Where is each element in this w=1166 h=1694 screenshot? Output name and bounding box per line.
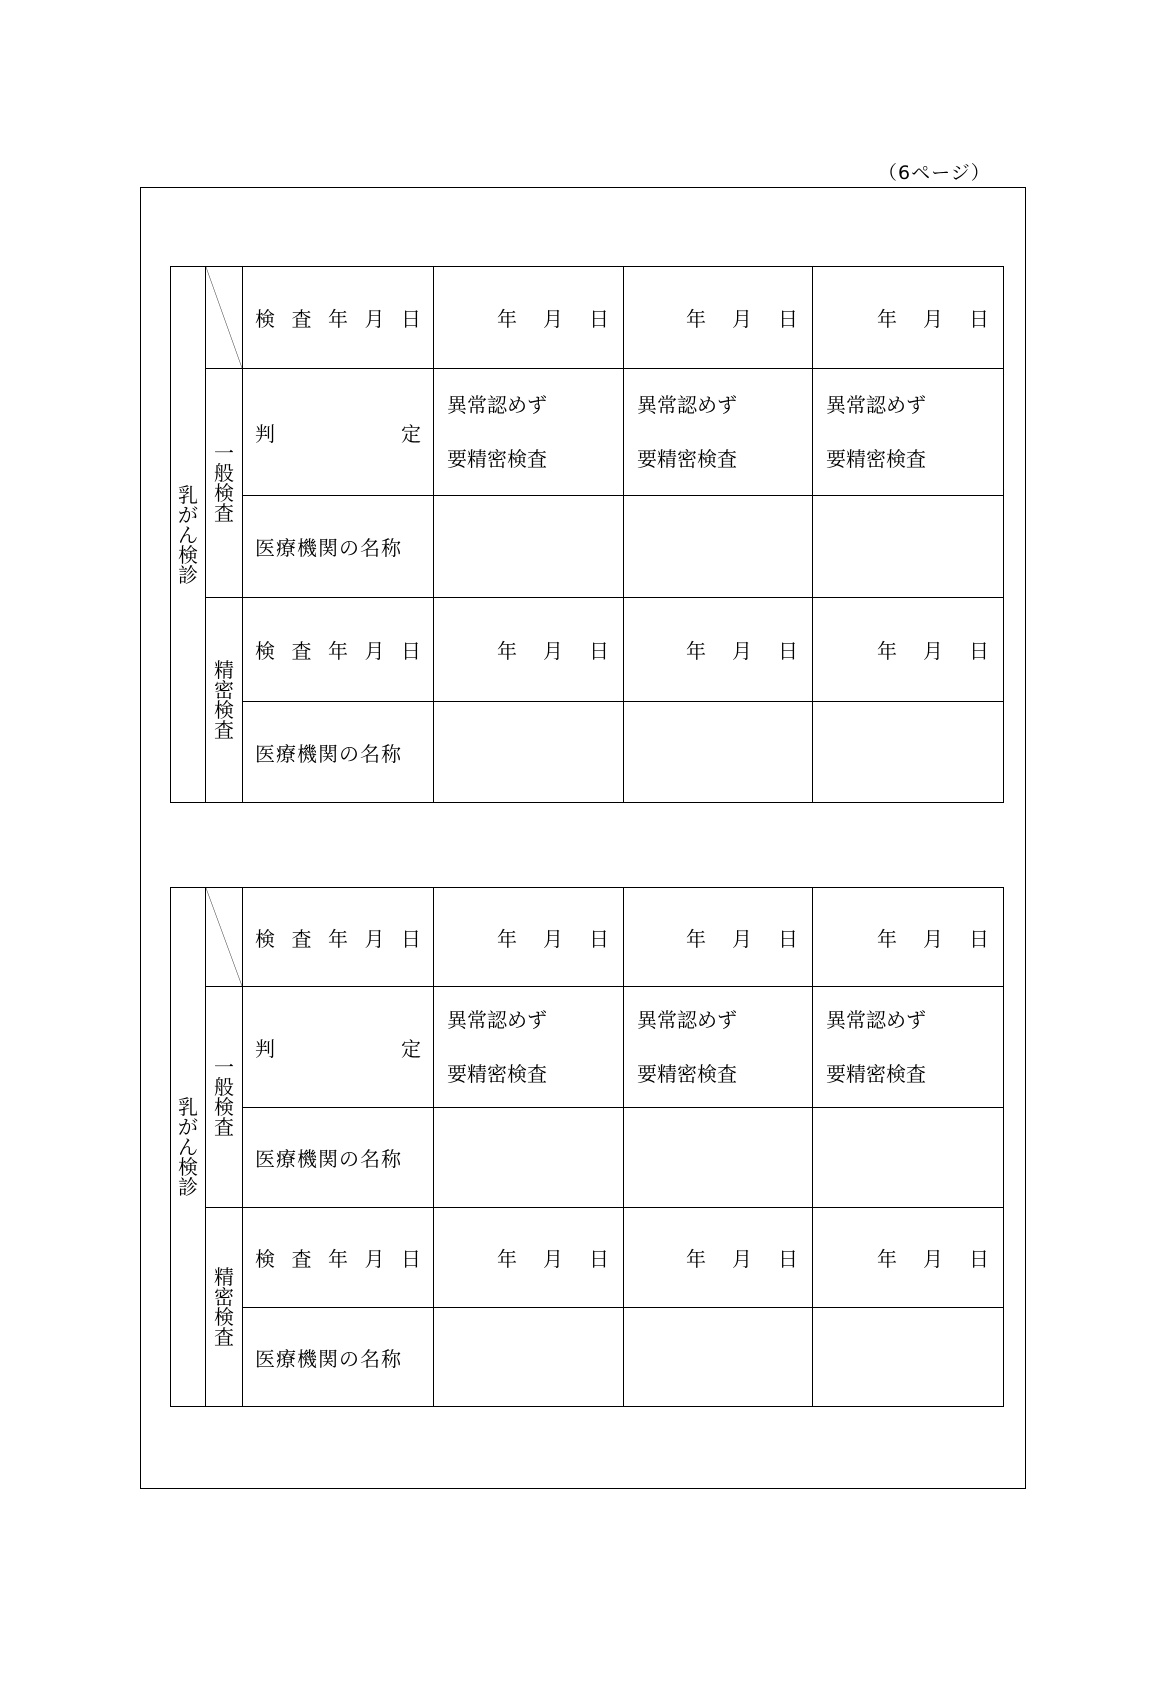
date-unit: 日 <box>969 926 989 951</box>
label-char: 定 <box>401 1036 421 1061</box>
judgement-option[interactable]: 要精密検査 <box>447 1062 547 1086</box>
date-field[interactable] <box>813 888 1004 987</box>
judgement-option[interactable]: 要精密検査 <box>826 447 926 471</box>
date-unit: 日 <box>969 1247 989 1271</box>
judgement-field[interactable] <box>813 369 1004 496</box>
institution-label: 医療機関の名称 <box>255 536 402 560</box>
date-unit: 月 <box>732 926 752 951</box>
vertical-char: 診 <box>178 562 198 587</box>
date-unit: 日 <box>778 307 798 331</box>
judgement-label-cell <box>243 987 434 1108</box>
exam-date-label-cell <box>243 1208 434 1308</box>
date-unit: 月 <box>923 926 943 951</box>
date-unit: 年 <box>877 926 897 951</box>
judgement-option[interactable]: 要精密検査 <box>637 1062 737 1086</box>
date-unit: 月 <box>543 926 563 951</box>
institution-label-cell <box>243 1108 434 1208</box>
exam-date-label: 検査年月日 <box>255 926 421 951</box>
date-unit: 年 <box>497 1247 517 1271</box>
institution-name-field[interactable] <box>434 702 624 803</box>
date-unit: 日 <box>589 1247 609 1271</box>
judgement-field[interactable] <box>434 987 624 1108</box>
breast-cancer-screening-table-1 <box>170 266 1004 803</box>
institution-label: 医療機関の名称 <box>255 741 402 766</box>
institution-label: 医療機関の名称 <box>255 1346 402 1371</box>
date-field[interactable] <box>434 598 624 702</box>
vertical-char: ん <box>178 522 198 547</box>
date-unit: 月 <box>543 307 563 331</box>
date-unit: 年 <box>877 639 897 663</box>
vertical-char: 査 <box>214 718 234 742</box>
section-title-cell <box>171 888 206 1407</box>
judgement-option[interactable]: 要精密検査 <box>447 447 547 471</box>
date-field[interactable] <box>434 267 624 369</box>
judgement-field[interactable] <box>813 987 1004 1108</box>
institution-label-cell <box>243 1308 434 1407</box>
date-unit: 日 <box>778 926 798 951</box>
date-unit: 日 <box>778 1247 798 1271</box>
page-number: （6ページ） <box>878 162 991 184</box>
date-unit: 月 <box>923 307 943 331</box>
vertical-char: 査 <box>214 1325 234 1349</box>
date-field[interactable] <box>813 1208 1004 1308</box>
institution-name-field[interactable] <box>434 496 624 598</box>
exam-date-label: 検査年月日 <box>255 307 421 331</box>
institution-name-field[interactable] <box>813 702 1004 803</box>
vertical-char: 般 <box>214 1075 234 1099</box>
date-unit: 日 <box>589 307 609 331</box>
date-unit: 月 <box>732 639 752 663</box>
institution-label: 医療機関の名称 <box>255 1147 402 1171</box>
date-unit: 月 <box>923 639 943 663</box>
institution-label-cell <box>243 702 434 803</box>
vertical-char: 密 <box>214 1285 234 1309</box>
date-unit: 日 <box>778 639 798 663</box>
vertical-char: 般 <box>214 461 234 485</box>
institution-name-field[interactable] <box>624 1108 813 1208</box>
label-char: 判 <box>255 1036 275 1061</box>
vertical-char: 一 <box>214 1055 234 1079</box>
judgement-option[interactable]: 異常認めず <box>447 393 547 417</box>
date-unit: 年 <box>686 639 706 663</box>
date-field[interactable] <box>624 1208 813 1308</box>
judgement-field[interactable] <box>624 987 813 1108</box>
judgement-field[interactable] <box>434 369 624 496</box>
vertical-char: 密 <box>214 678 234 702</box>
date-unit: 日 <box>969 639 989 663</box>
vertical-char: ん <box>178 1135 198 1159</box>
institution-name-field[interactable] <box>813 1108 1004 1208</box>
date-unit: 年 <box>877 307 897 331</box>
date-unit: 年 <box>877 1247 897 1271</box>
date-field[interactable] <box>434 1208 624 1308</box>
diagonal-header-cell <box>206 888 243 987</box>
date-unit: 年 <box>497 307 517 331</box>
date-unit: 日 <box>589 639 609 663</box>
date-unit: 月 <box>923 1247 943 1271</box>
date-unit: 年 <box>686 926 706 951</box>
judgement-option[interactable]: 異常認めず <box>637 393 737 417</box>
vertical-char: 検 <box>214 481 234 505</box>
breast-cancer-screening-table-2 <box>170 887 1004 1407</box>
date-unit: 月 <box>543 1247 563 1271</box>
institution-name-field[interactable] <box>813 1308 1004 1407</box>
date-unit: 月 <box>732 1247 752 1271</box>
exam-date-label: 検査年月日 <box>255 639 421 663</box>
institution-name-field[interactable] <box>434 1308 624 1407</box>
institution-label-cell <box>243 496 434 598</box>
vertical-char: 一 <box>214 441 234 465</box>
date-unit: 日 <box>969 307 989 331</box>
vertical-char: 検 <box>214 698 234 722</box>
vertical-char: 乳 <box>178 482 198 507</box>
general-exam-cell <box>206 987 243 1208</box>
exam-date-label: 検査年月日 <box>255 1247 421 1271</box>
date-unit: 月 <box>732 307 752 331</box>
judgement-option[interactable]: 異常認めず <box>826 393 926 417</box>
label-char: 定 <box>401 421 421 446</box>
detailed-exam-cell <box>206 598 243 803</box>
institution-name-field[interactable] <box>624 1308 813 1407</box>
exam-date-label-cell <box>243 598 434 702</box>
vertical-char: が <box>178 502 198 527</box>
exam-date-label-cell <box>243 888 434 987</box>
date-field[interactable] <box>624 888 813 987</box>
date-field[interactable] <box>624 598 813 702</box>
date-unit: 月 <box>543 639 563 663</box>
date-field[interactable] <box>813 267 1004 369</box>
judgement-label-cell <box>243 369 434 496</box>
date-field[interactable] <box>813 598 1004 702</box>
vertical-char: 精 <box>214 1265 234 1289</box>
date-field[interactable] <box>434 888 624 987</box>
judgement-option[interactable]: 異常認めず <box>826 1008 926 1032</box>
vertical-char: が <box>178 1115 198 1139</box>
judgement-option[interactable]: 要精密検査 <box>637 447 737 471</box>
vertical-char: 検 <box>214 1305 234 1329</box>
date-unit: 年 <box>686 1247 706 1271</box>
date-field[interactable] <box>624 267 813 369</box>
label-char: 判 <box>255 421 275 446</box>
general-exam-cell <box>206 369 243 598</box>
date-unit: 年 <box>497 926 517 951</box>
vertical-char: 乳 <box>178 1095 198 1119</box>
institution-name-field[interactable] <box>434 1108 624 1208</box>
judgement-field[interactable] <box>624 369 813 496</box>
institution-name-field[interactable] <box>813 496 1004 598</box>
date-unit: 年 <box>497 639 517 663</box>
judgement-option[interactable]: 異常認めず <box>447 1008 547 1032</box>
institution-name-field[interactable] <box>624 496 813 598</box>
date-unit: 日 <box>589 926 609 951</box>
vertical-char: 検 <box>214 1095 234 1119</box>
vertical-char: 診 <box>178 1175 198 1199</box>
vertical-char: 検 <box>178 542 198 567</box>
vertical-char: 査 <box>214 501 234 525</box>
section-title-cell <box>171 267 206 803</box>
vertical-char: 精 <box>214 658 234 682</box>
date-unit: 年 <box>686 307 706 331</box>
detailed-exam-cell <box>206 1208 243 1407</box>
judgement-option[interactable]: 要精密検査 <box>826 1062 926 1086</box>
judgement-option[interactable]: 異常認めず <box>637 1008 737 1032</box>
exam-date-label-cell <box>243 267 434 369</box>
vertical-char: 検 <box>178 1155 198 1179</box>
institution-name-field[interactable] <box>624 702 813 803</box>
diagonal-header-cell <box>206 267 243 369</box>
vertical-char: 査 <box>214 1115 234 1139</box>
